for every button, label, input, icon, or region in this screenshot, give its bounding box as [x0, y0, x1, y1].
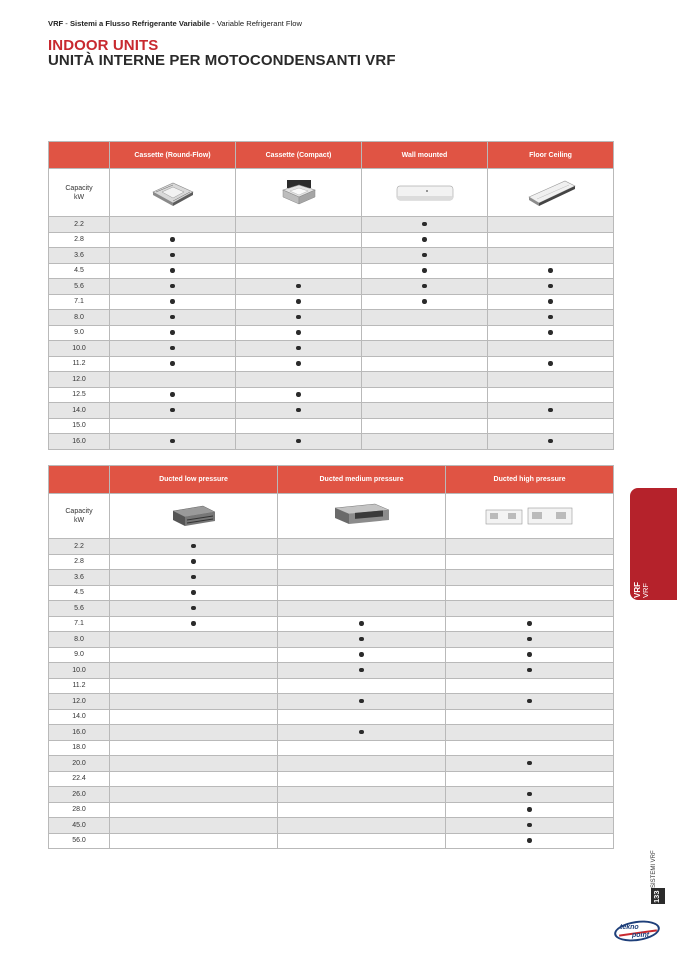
table-row [49, 570, 614, 586]
availability-dot [548, 439, 553, 444]
logo-text-line2: point [632, 932, 650, 939]
availability-cell [362, 248, 488, 264]
ducted-high-pressure-image [446, 494, 614, 539]
availability-dot [296, 392, 301, 397]
capacity-value: 56.0 [49, 833, 110, 849]
capacity-value: 22.4 [49, 771, 110, 787]
availability-cell [488, 356, 614, 372]
availability-dot [422, 222, 427, 227]
availability-cell [236, 232, 362, 248]
availability-dot [359, 730, 364, 735]
availability-cell [278, 570, 446, 586]
availability-cell [362, 217, 488, 233]
availability-dot [548, 361, 553, 366]
header-blank-cell [49, 142, 110, 169]
availability-cell [362, 403, 488, 419]
availability-cell [236, 434, 362, 450]
availability-cell [110, 663, 278, 679]
capacity-value: 15.0 [49, 418, 110, 434]
availability-dot [296, 439, 301, 444]
table-row [49, 647, 614, 663]
availability-dot [170, 346, 175, 351]
availability-cell [278, 694, 446, 710]
capacity-value: 7.1 [49, 616, 110, 632]
availability-cell [110, 632, 278, 648]
availability-cell [278, 818, 446, 834]
availability-dot [527, 668, 532, 673]
availability-cell [446, 740, 614, 756]
availability-cell [278, 709, 446, 725]
availability-dot [548, 299, 553, 304]
capacity-unit: kW [73, 517, 85, 524]
availability-cell [110, 217, 236, 233]
page-number-text: 133 [652, 890, 661, 903]
availability-cell [110, 325, 236, 341]
availability-cell [446, 601, 614, 617]
availability-cell [110, 434, 236, 450]
availability-cell [110, 310, 236, 326]
table-row [49, 616, 614, 632]
capacity-value: 26.0 [49, 787, 110, 803]
availability-dot [170, 330, 175, 335]
table-row [49, 217, 614, 233]
availability-cell [110, 294, 236, 310]
header-blank-cell [49, 466, 110, 494]
table-row [49, 434, 614, 450]
availability-cell [446, 725, 614, 741]
capacity-label: Capacity [65, 184, 93, 192]
availability-cell [110, 740, 278, 756]
capacity-value: 8.0 [49, 632, 110, 648]
availability-cell [278, 663, 446, 679]
availability-cell [488, 403, 614, 419]
capacity-value: 12.5 [49, 387, 110, 403]
availability-dot [191, 606, 196, 611]
availability-cell [110, 725, 278, 741]
capacity-value: 14.0 [49, 403, 110, 419]
availability-dot [296, 330, 301, 335]
ducted-low-pressure-image [110, 494, 278, 539]
logo-text-line1: tekno [620, 924, 639, 931]
availability-cell [278, 787, 446, 803]
availability-cell [278, 554, 446, 570]
availability-cell [110, 341, 236, 357]
availability-cell [110, 833, 278, 849]
availability-dot [170, 392, 175, 397]
availability-cell [278, 616, 446, 632]
availability-dot [359, 621, 364, 626]
availability-cell [236, 387, 362, 403]
availability-cell [110, 585, 278, 601]
availability-cell [278, 539, 446, 555]
availability-dot [191, 621, 196, 626]
capacity-value: 9.0 [49, 325, 110, 341]
column-header: Cassette (Compact) [236, 142, 362, 169]
availability-cell [446, 663, 614, 679]
availability-cell [446, 709, 614, 725]
capacity-value: 10.0 [49, 663, 110, 679]
availability-cell [488, 217, 614, 233]
availability-cell [488, 325, 614, 341]
availability-dot [170, 361, 175, 366]
availability-cell [488, 434, 614, 450]
floor-ceiling-image [488, 169, 614, 217]
capacity-value: 16.0 [49, 434, 110, 450]
availability-cell [362, 325, 488, 341]
availability-cell [446, 647, 614, 663]
availability-dot [422, 299, 427, 304]
availability-dot [548, 268, 553, 273]
tekno-point-logo [614, 917, 664, 945]
availability-cell [446, 554, 614, 570]
availability-cell [278, 833, 446, 849]
capacity-value: 4.5 [49, 263, 110, 279]
side-tab-text [634, 582, 650, 598]
column-header: Ducted low pressure [110, 466, 278, 494]
capacity-value: 2.2 [49, 539, 110, 555]
availability-cell [446, 771, 614, 787]
availability-dot [296, 284, 301, 289]
availability-cell [446, 756, 614, 772]
availability-cell [488, 310, 614, 326]
availability-dot [296, 361, 301, 366]
table-row [49, 709, 614, 725]
availability-cell [488, 232, 614, 248]
column-header: Wall mounted [362, 142, 488, 169]
availability-dot [296, 408, 301, 413]
table-row [49, 663, 614, 679]
availability-cell [110, 647, 278, 663]
section-label [651, 848, 661, 888]
availability-dot [422, 237, 427, 242]
header-separator: - [63, 19, 70, 28]
availability-dot [170, 253, 175, 258]
availability-cell [362, 310, 488, 326]
availability-cell [278, 585, 446, 601]
availability-dot [170, 315, 175, 320]
table-row [49, 694, 614, 710]
table-row [49, 403, 614, 419]
capacity-value: 2.2 [49, 217, 110, 233]
availability-cell [110, 570, 278, 586]
availability-cell [278, 647, 446, 663]
availability-cell [110, 601, 278, 617]
capacity-value: 3.6 [49, 248, 110, 264]
availability-cell [278, 632, 446, 648]
availability-cell [110, 616, 278, 632]
availability-dot [170, 237, 175, 242]
availability-cell [110, 356, 236, 372]
table-row [49, 418, 614, 434]
availability-cell [362, 294, 488, 310]
availability-cell [446, 570, 614, 586]
availability-dot [548, 315, 553, 320]
page-number [651, 888, 665, 904]
header-separator: - [210, 19, 217, 28]
table-row [49, 678, 614, 694]
header-brand: VRF [48, 19, 64, 28]
availability-cell [488, 248, 614, 264]
availability-dot [359, 699, 364, 704]
capacity-value: 4.5 [49, 585, 110, 601]
availability-cell [362, 279, 488, 295]
availability-cell [236, 217, 362, 233]
capacity-value: 14.0 [49, 709, 110, 725]
capacity-value: 2.8 [49, 554, 110, 570]
availability-cell [236, 310, 362, 326]
availability-dot [548, 408, 553, 413]
availability-cell [278, 740, 446, 756]
column-header: Ducted high pressure [446, 466, 614, 494]
table-row [49, 787, 614, 803]
availability-cell [236, 418, 362, 434]
availability-cell [488, 418, 614, 434]
table-row [49, 310, 614, 326]
availability-dot [527, 761, 532, 766]
availability-cell [488, 263, 614, 279]
availability-cell [110, 232, 236, 248]
indoor-units-table-1 [48, 141, 614, 450]
capacity-value: 11.2 [49, 678, 110, 694]
capacity-value: 18.0 [49, 740, 110, 756]
availability-dot [296, 299, 301, 304]
capacity-value: 45.0 [49, 818, 110, 834]
availability-cell [110, 678, 278, 694]
table-row [49, 387, 614, 403]
column-header: Floor Ceiling [488, 142, 614, 169]
availability-dot [422, 268, 427, 273]
availability-dot [527, 823, 532, 828]
availability-dot [359, 668, 364, 673]
table-row [49, 833, 614, 849]
availability-dot [527, 838, 532, 843]
availability-cell [446, 787, 614, 803]
availability-cell [362, 341, 488, 357]
availability-cell [362, 232, 488, 248]
availability-cell [110, 709, 278, 725]
availability-cell [110, 279, 236, 295]
availability-dot [527, 652, 532, 657]
capacity-value: 7.1 [49, 294, 110, 310]
availability-cell [446, 694, 614, 710]
availability-cell [236, 248, 362, 264]
availability-cell [278, 802, 446, 818]
header-italian: Sistemi a Flusso Refrigerante Variabile [69, 19, 211, 28]
availability-cell [446, 678, 614, 694]
availability-cell [278, 756, 446, 772]
availability-cell [110, 554, 278, 570]
availability-cell [110, 694, 278, 710]
table-row [49, 356, 614, 372]
table-row [49, 756, 614, 772]
table-row [49, 279, 614, 295]
availability-dot [170, 439, 175, 444]
availability-cell [236, 372, 362, 388]
availability-dot [548, 330, 553, 335]
table-row [49, 632, 614, 648]
availability-dot [527, 699, 532, 704]
capacity-value: 5.6 [49, 601, 110, 617]
availability-cell [488, 372, 614, 388]
availability-cell [110, 756, 278, 772]
table-row [49, 585, 614, 601]
availability-cell [110, 372, 236, 388]
capacity-value: 12.0 [49, 372, 110, 388]
table-row [49, 554, 614, 570]
availability-cell [236, 325, 362, 341]
availability-cell [110, 802, 278, 818]
table-row [49, 818, 614, 834]
availability-cell [110, 539, 278, 555]
availability-cell [110, 403, 236, 419]
table-row [49, 771, 614, 787]
section-label-text: SISTEMI VRF [651, 850, 657, 888]
table-row [49, 802, 614, 818]
availability-cell [110, 787, 278, 803]
availability-cell [362, 387, 488, 403]
capacity-value: 10.0 [49, 341, 110, 357]
availability-cell [110, 263, 236, 279]
table-row [49, 372, 614, 388]
capacity-value: 2.8 [49, 232, 110, 248]
availability-cell [362, 418, 488, 434]
column-header: Cassette (Round-Flow) [110, 142, 236, 169]
header-english: Variable Refrigerant Flow [216, 19, 302, 28]
page-title-en: INDOOR UNITS [48, 37, 159, 54]
wall-mounted-image [362, 169, 488, 217]
running-header [48, 19, 302, 28]
availability-dot [296, 346, 301, 351]
availability-dot [527, 792, 532, 797]
availability-cell [488, 294, 614, 310]
availability-cell [446, 585, 614, 601]
availability-cell [362, 434, 488, 450]
side-tab-bold: VRF [633, 582, 642, 598]
table-row [49, 294, 614, 310]
availability-cell [446, 616, 614, 632]
availability-cell [278, 725, 446, 741]
availability-cell [236, 356, 362, 372]
availability-cell [488, 387, 614, 403]
table-row [49, 263, 614, 279]
availability-cell [446, 818, 614, 834]
availability-cell [278, 771, 446, 787]
availability-cell [446, 802, 614, 818]
capacity-header [49, 169, 110, 217]
availability-cell [488, 341, 614, 357]
availability-cell [110, 818, 278, 834]
availability-dot [191, 590, 196, 595]
capacity-value: 5.6 [49, 279, 110, 295]
capacity-unit: kW [73, 193, 85, 201]
availability-cell [362, 263, 488, 279]
capacity-value: 9.0 [49, 647, 110, 663]
availability-cell [236, 263, 362, 279]
availability-cell [362, 356, 488, 372]
availability-cell [446, 632, 614, 648]
availability-dot [422, 284, 427, 289]
column-header: Ducted medium pressure [278, 466, 446, 494]
availability-dot [359, 652, 364, 657]
capacity-value: 12.0 [49, 694, 110, 710]
availability-cell [278, 678, 446, 694]
availability-dot [527, 621, 532, 626]
capacity-header [49, 494, 110, 539]
availability-dot [170, 299, 175, 304]
availability-dot [296, 315, 301, 320]
availability-cell [110, 771, 278, 787]
table-row [49, 248, 614, 264]
table-row [49, 740, 614, 756]
table-row [49, 539, 614, 555]
capacity-value: 28.0 [49, 802, 110, 818]
availability-cell [362, 372, 488, 388]
availability-cell [278, 601, 446, 617]
table-row [49, 601, 614, 617]
availability-cell [446, 539, 614, 555]
table-row [49, 232, 614, 248]
capacity-value: 8.0 [49, 310, 110, 326]
availability-dot [548, 284, 553, 289]
cassette-compact-image [236, 169, 362, 217]
availability-cell [110, 418, 236, 434]
capacity-value: 20.0 [49, 756, 110, 772]
availability-cell [236, 279, 362, 295]
availability-dot [191, 559, 196, 564]
availability-dot [422, 253, 427, 258]
capacity-value: 3.6 [49, 570, 110, 586]
table-row [49, 725, 614, 741]
capacity-label: Capacity [65, 508, 93, 515]
availability-dot [527, 807, 532, 812]
capacity-value: 16.0 [49, 725, 110, 741]
availability-cell [236, 294, 362, 310]
ducted-medium-pressure-image [278, 494, 446, 539]
indoor-units-table-2 [48, 465, 614, 849]
availability-cell [236, 341, 362, 357]
availability-cell [488, 279, 614, 295]
table-row [49, 341, 614, 357]
availability-dot [191, 575, 196, 580]
availability-cell [236, 403, 362, 419]
cassette-round-flow-image [110, 169, 236, 217]
section-side-tab [630, 488, 677, 600]
capacity-value: 11.2 [49, 356, 110, 372]
side-tab-regular: VRF [641, 583, 650, 598]
availability-cell [110, 248, 236, 264]
availability-dot [359, 637, 364, 642]
page-title-it: UNITÀ INTERNE PER MOTOCONDENSANTI VRF [48, 52, 396, 69]
availability-dot [170, 284, 175, 289]
availability-cell [446, 833, 614, 849]
table-row [49, 325, 614, 341]
availability-cell [110, 387, 236, 403]
availability-dot [527, 637, 532, 642]
availability-dot [170, 268, 175, 273]
availability-dot [170, 408, 175, 413]
availability-dot [191, 544, 196, 549]
